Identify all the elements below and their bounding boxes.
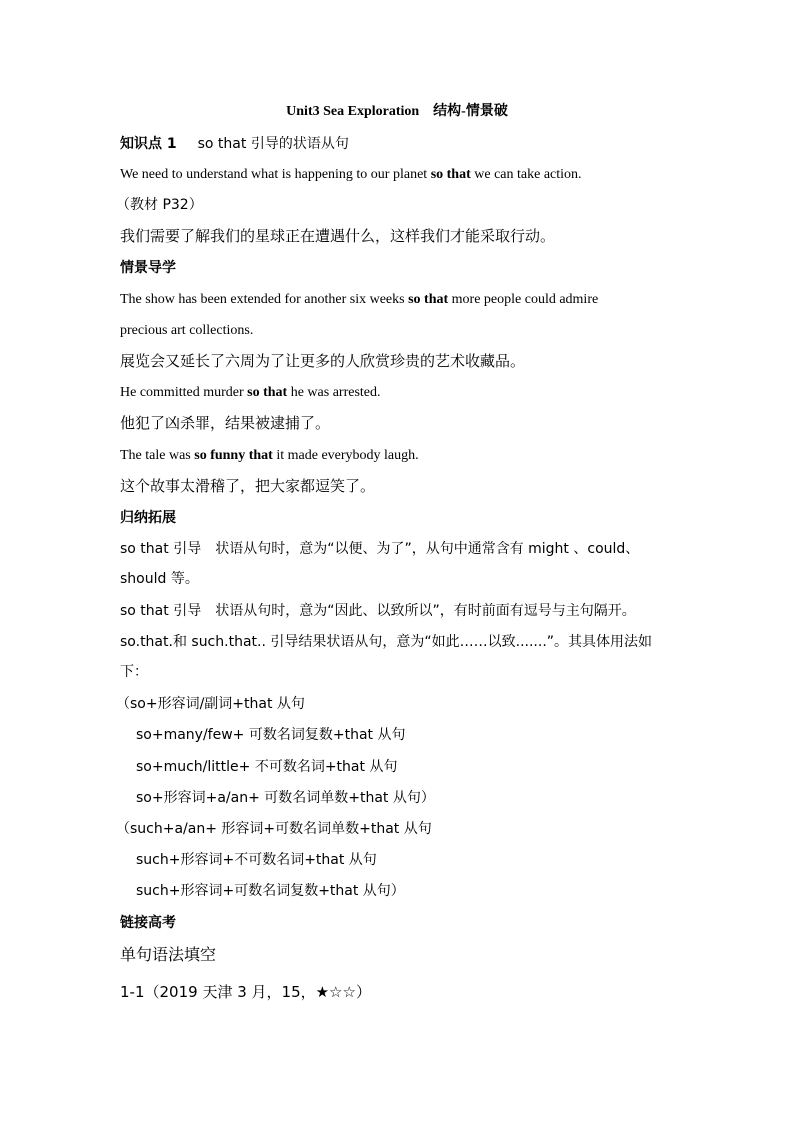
section-summary-heading: 归纳拓展 bbox=[120, 510, 176, 526]
exam-subtitle: 单句语法填空 bbox=[120, 945, 217, 964]
example-1-source: （教材 P32） bbox=[116, 197, 203, 213]
page-title: Unit3 Sea Exploration 结构-情景破 bbox=[286, 104, 508, 119]
summary-line-3: so that 引导 状语从句时，意为“因此、以致所以”，有时前面有逗号与主句隔开。 bbox=[120, 603, 636, 619]
pattern-6: such+形容词+不可数名词+that 从句 bbox=[136, 852, 377, 868]
pattern-3: so+much/little+ 不可数名词+that 从句 bbox=[136, 759, 398, 775]
summary-line-5: 下： bbox=[120, 664, 148, 680]
example-1-text-end: we can take action. bbox=[470, 167, 582, 182]
example-2-sentence bbox=[120, 290, 598, 310]
example-1-translation: 我们需要了解我们的星球正在遭遇什么，这样我们才能采取行动。 bbox=[120, 227, 556, 245]
example-2-line2: precious art collections. bbox=[120, 323, 254, 338]
exam-item: 1-1（2019 天津 3 月，15，★☆☆） bbox=[120, 983, 371, 1001]
example-3-keyword: so that bbox=[247, 385, 288, 400]
example-4-sentence bbox=[120, 446, 419, 466]
pattern-7: such+形容词+可数名词复数+that 从句） bbox=[136, 883, 405, 899]
section-guide-heading: 情景导学 bbox=[120, 260, 176, 276]
example-1-text: We need to understand what is happening to our planet bbox=[120, 167, 431, 182]
example-1-keyword: so that bbox=[430, 167, 471, 182]
example-4-text-end: it made everybody laugh. bbox=[272, 448, 419, 463]
knowledge-point-label: 知识点 1 bbox=[120, 136, 177, 152]
example-2-translation: 展览会又延长了六周为了让更多的人欣赏珍贵的艺术收藏品。 bbox=[120, 352, 526, 370]
summary-line-1: so that 引导 状语从句时，意为“以便、为了”，从句中通常含有 might 、could、 bbox=[120, 541, 640, 557]
example-3-text: He committed murder bbox=[120, 385, 248, 400]
summary-line-4: so.that.和 such.that.. 引导结果状语从句，意为“如此……以致.......”。其具体用法如 bbox=[120, 634, 653, 650]
example-2-text-end: more people could admire bbox=[448, 292, 599, 307]
pattern-4: so+形容词+a/an+ 可数名词单数+that 从句） bbox=[136, 790, 435, 806]
pattern-1: （so+形容词/副词+that 从句 bbox=[116, 696, 305, 712]
summary-line-2: should 等。 bbox=[120, 571, 199, 587]
example-3-sentence bbox=[120, 383, 381, 403]
example-2-keyword: so that bbox=[408, 292, 449, 307]
example-4-translation: 这个故事太滑稽了，把大家都逗笑了。 bbox=[120, 477, 376, 495]
example-4-text: The tale was bbox=[120, 448, 195, 463]
pattern-2: so+many/few+ 可数名词复数+that 从句 bbox=[136, 727, 406, 743]
knowledge-point-topic: so that 引导的状语从句 bbox=[197, 136, 349, 152]
section-exam-heading: 链接高考 bbox=[120, 915, 176, 931]
example-3-text-end: he was arrested. bbox=[287, 385, 381, 400]
pattern-5: （such+a/an+ 形容词+可数名词单数+that 从句 bbox=[116, 821, 432, 837]
example-4-keyword: so funny that bbox=[194, 448, 273, 463]
example-3-translation: 他犯了凶杀罪，结果被逮捕了。 bbox=[120, 414, 331, 432]
knowledge-point-1 bbox=[120, 134, 349, 155]
example-2-text: The show has been extended for another six weeks bbox=[120, 292, 409, 307]
example-1-sentence bbox=[120, 165, 582, 185]
